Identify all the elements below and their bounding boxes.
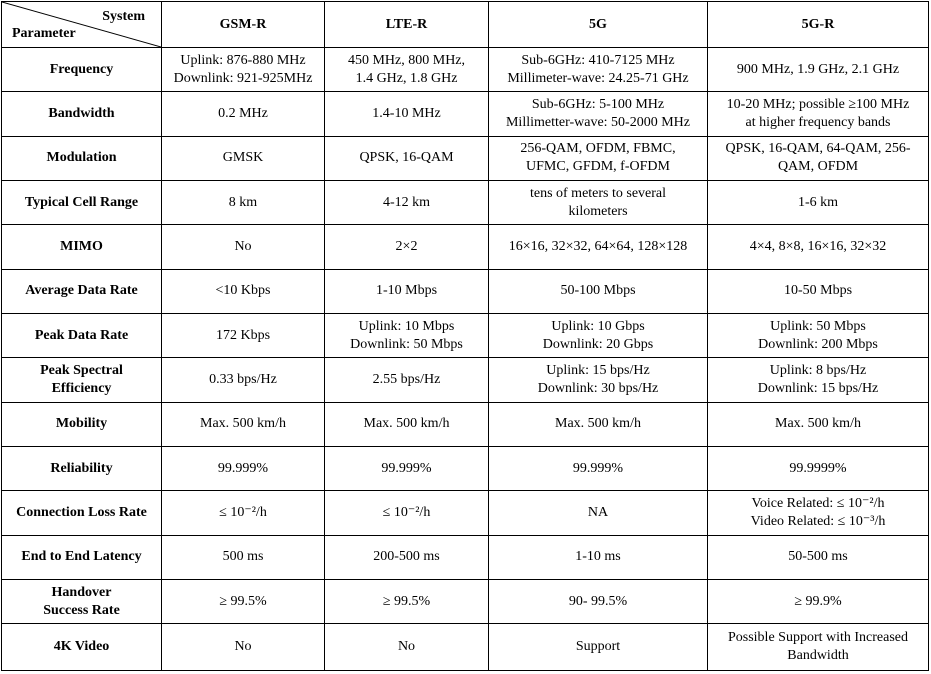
cell-5g <box>489 447 708 491</box>
cell-gsm-r <box>162 269 325 313</box>
row-header-label: Connection Loss Rate <box>16 505 147 521</box>
row-header-label: Average Data Rate <box>25 283 138 299</box>
cell-5g <box>489 402 708 446</box>
cell-text: Support <box>575 639 621 655</box>
table-row <box>2 624 929 671</box>
cell-gsm-r <box>162 580 325 624</box>
cell-text: Downlink: 20 Gbps <box>542 336 654 352</box>
cell-text: ≤ 10⁻²/h <box>219 505 267 521</box>
cell-5g-r <box>708 225 929 269</box>
cell-5g-r <box>708 535 929 579</box>
cell-5g <box>489 269 708 313</box>
row-header-label: Frequency <box>49 61 114 77</box>
table-row <box>2 491 929 535</box>
cell-text: Downlink: 15 bps/Hz <box>757 381 879 397</box>
cell-text: 50-500 ms <box>788 549 848 565</box>
cell-text: ≤ 10⁻²/h <box>382 505 431 521</box>
row-header-cell <box>2 92 162 136</box>
cell-text: Uplink: 10 Gbps <box>551 318 645 334</box>
cell-5g-r <box>708 269 929 313</box>
cell-5g-r <box>708 181 929 225</box>
system-label: System <box>102 9 145 24</box>
cell-text: 4-12 km <box>382 194 431 210</box>
cell-text: 256-QAM, OFDM, FBMC, <box>520 141 676 157</box>
cell-lte-r <box>325 269 489 313</box>
cell-lte-r <box>325 624 489 671</box>
cell-text: GMSK <box>222 150 264 166</box>
cell-text: Max. 500 km/h <box>555 416 641 432</box>
table-row <box>2 402 929 446</box>
cell-5g <box>489 624 708 671</box>
cell-lte-r <box>325 92 489 136</box>
cell-text: tens of meters to several <box>529 185 667 201</box>
cell-text: Uplink: 876-880 MHz <box>180 52 306 68</box>
row-header-label: Reliability <box>50 460 113 476</box>
cell-5g-r <box>708 402 929 446</box>
cell-lte-r <box>325 402 489 446</box>
row-header-label: Typical Cell Range <box>24 194 139 210</box>
cell-text: 99.999% <box>381 460 432 476</box>
row-header-label: MIMO <box>60 239 103 255</box>
cell-text: NA <box>587 505 609 521</box>
cell-text: at higher frequency bands <box>745 115 891 131</box>
column-header-5g: 5G <box>489 2 708 48</box>
cell-text: No <box>234 639 252 655</box>
cell-5g-r <box>708 48 929 92</box>
cell-text: 1.4-10 MHz <box>372 106 441 122</box>
cell-5g-r <box>708 92 929 136</box>
row-header-label: Bandwidth <box>48 106 115 122</box>
cell-gsm-r <box>162 225 325 269</box>
cell-text: 1-10 ms <box>575 549 621 565</box>
cell-5g <box>489 136 708 180</box>
cell-text: Uplink: 8 bps/Hz <box>769 363 867 379</box>
cell-text: <10 Kbps <box>215 283 271 299</box>
table-row <box>2 136 929 180</box>
row-header-label: Modulation <box>46 150 117 166</box>
row-header-cell <box>2 181 162 225</box>
cell-text: Downlink: 30 bps/Hz <box>537 381 659 397</box>
column-header-gsm-r: GSM-R <box>162 2 325 48</box>
parameter-label: Parameter <box>12 26 76 41</box>
cell-text: Video Related: ≤ 10⁻³/h <box>750 514 886 530</box>
row-header-cell <box>2 136 162 180</box>
cell-5g-r <box>708 580 929 624</box>
table-row <box>2 181 929 225</box>
cell-lte-r <box>325 48 489 92</box>
cell-text: Uplink: 50 Mbps <box>770 318 866 334</box>
table-row <box>2 48 929 92</box>
row-header-cell <box>2 48 162 92</box>
cell-text: No <box>234 239 252 255</box>
cell-text: Sub-6GHz: 410-7125 MHz <box>521 52 675 68</box>
table-row <box>2 580 929 624</box>
cell-text: Max. 500 km/h <box>200 416 286 432</box>
cell-5g-r <box>708 136 929 180</box>
table-row <box>2 358 929 402</box>
cell-lte-r <box>325 225 489 269</box>
cell-gsm-r <box>162 447 325 491</box>
cell-lte-r <box>325 314 489 358</box>
cell-text: Millimetter-wave: 50-2000 MHz <box>505 115 690 131</box>
cell-text: Downlink: 921-925MHz <box>173 70 313 86</box>
cell-5g <box>489 535 708 579</box>
cell-text: UFMC, GFDM, f-OFDM <box>526 159 670 175</box>
cell-text: 200-500 ms <box>373 549 440 565</box>
column-header-5g-r: 5G-R <box>708 2 929 48</box>
row-header-cell <box>2 402 162 446</box>
cell-text: Uplink: 10 Mbps <box>358 318 455 334</box>
cell-text: 2×2 <box>395 239 418 255</box>
cell-5g <box>489 181 708 225</box>
row-header-cell <box>2 580 162 624</box>
cell-gsm-r <box>162 491 325 535</box>
cell-5g <box>489 225 708 269</box>
cell-text: 90- 99.5% <box>568 593 628 609</box>
cell-gsm-r <box>162 535 325 579</box>
cell-lte-r <box>325 580 489 624</box>
cell-text: QAM, OFDM <box>777 159 859 175</box>
cell-text: Bandwidth <box>787 648 849 664</box>
cell-text: ≥ 99.5% <box>219 593 267 609</box>
cell-text: Max. 500 km/h <box>363 416 450 432</box>
cell-text: Max. 500 km/h <box>775 416 861 432</box>
cell-5g-r <box>708 491 929 535</box>
cell-lte-r <box>325 447 489 491</box>
cell-text: 500 ms <box>222 549 264 565</box>
column-header-lte-r: LTE-R <box>325 2 489 48</box>
table-body <box>2 48 929 671</box>
cell-text: Downlink: 200 Mbps <box>758 336 878 352</box>
row-header-label: 4K Video <box>53 639 110 655</box>
cell-5g-r <box>708 358 929 402</box>
cell-text: 2.55 bps/Hz <box>372 372 441 388</box>
cell-gsm-r <box>162 314 325 358</box>
cell-gsm-r <box>162 181 325 225</box>
cell-text: Sub-6GHz: 5-100 MHz <box>531 97 665 113</box>
cell-text: No <box>397 639 416 655</box>
row-header-cell <box>2 491 162 535</box>
table-row <box>2 314 929 358</box>
cell-text: 99.9999% <box>789 460 847 476</box>
cell-gsm-r <box>162 136 325 180</box>
table-header <box>2 2 929 48</box>
table-row <box>2 92 929 136</box>
comparison-table <box>1 1 929 671</box>
row-header-cell <box>2 358 162 402</box>
cell-5g <box>489 358 708 402</box>
cell-text: Voice Related: ≤ 10⁻²/h <box>751 496 885 512</box>
cell-text: 16×16, 32×32, 64×64, 128×128 <box>508 239 688 255</box>
cell-text: 0.33 bps/Hz <box>209 372 277 388</box>
cell-text: 1-10 Mbps <box>375 283 438 299</box>
row-header-label: Mobility <box>55 416 108 432</box>
cell-5g-r <box>708 314 929 358</box>
cell-text: Millimeter-wave: 24.25-71 GHz <box>507 70 689 86</box>
cell-lte-r <box>325 358 489 402</box>
cell-5g <box>489 92 708 136</box>
table-row <box>2 225 929 269</box>
cell-lte-r <box>325 491 489 535</box>
row-header-label: Success Rate <box>43 602 120 618</box>
corner-header-cell <box>2 2 162 48</box>
cell-text: 8 km <box>228 194 258 210</box>
cell-text: ≥ 99.5% <box>382 593 431 609</box>
cell-text: Downlink: 50 Mbps <box>350 336 463 352</box>
cell-text: 900 MHz, 1.9 GHz, 2.1 GHz <box>736 61 900 77</box>
row-header-label: Efficiency <box>51 381 112 397</box>
cell-text: 10-20 MHz; possible ≥100 MHz <box>726 97 910 113</box>
row-header-cell <box>2 535 162 579</box>
cell-gsm-r <box>162 624 325 671</box>
cell-text: 1-6 km <box>797 194 839 210</box>
row-header-label: Handover <box>51 584 112 600</box>
row-header-cell <box>2 624 162 671</box>
cell-text: 1.4 GHz, 1.8 GHz <box>355 70 458 86</box>
cell-text: 4×4, 8×8, 16×16, 32×32 <box>749 239 887 255</box>
cell-gsm-r <box>162 92 325 136</box>
row-header-cell <box>2 225 162 269</box>
row-header-label: Peak Data Rate <box>34 327 129 343</box>
cell-text: QPSK, 16-QAM, 64-QAM, 256- <box>725 141 911 157</box>
cell-5g-r <box>708 624 929 671</box>
row-header-cell <box>2 269 162 313</box>
row-header-cell <box>2 447 162 491</box>
cell-text: 0.2 MHz <box>218 106 268 122</box>
cell-text: QPSK, 16-QAM <box>359 150 454 166</box>
cell-text: 10-50 Mbps <box>783 283 853 299</box>
cell-text: 99.999% <box>217 460 269 476</box>
cell-gsm-r <box>162 402 325 446</box>
row-header-label: Peak Spectral <box>40 363 123 379</box>
cell-gsm-r <box>162 358 325 402</box>
cell-text: 172 Kbps <box>215 327 271 343</box>
cell-5g <box>489 491 708 535</box>
cell-lte-r <box>325 181 489 225</box>
table-row <box>2 535 929 579</box>
cell-5g <box>489 48 708 92</box>
cell-text: 99.999% <box>572 460 624 476</box>
cell-text: kilometers <box>568 203 628 219</box>
cell-5g-r <box>708 447 929 491</box>
row-header-label: End to End Latency <box>21 549 142 565</box>
cell-text: Uplink: 15 bps/Hz <box>546 363 650 379</box>
cell-5g <box>489 314 708 358</box>
cell-text: Possible Support with Increased <box>727 630 909 646</box>
cell-lte-r <box>325 136 489 180</box>
cell-text: ≥ 99.9% <box>794 593 842 609</box>
cell-text: 50-100 Mbps <box>560 283 636 299</box>
table-row <box>2 447 929 491</box>
row-header-cell <box>2 314 162 358</box>
cell-lte-r <box>325 535 489 579</box>
table-row <box>2 269 929 313</box>
cell-text: 450 MHz, 800 MHz, <box>347 52 466 68</box>
cell-gsm-r <box>162 48 325 92</box>
cell-5g <box>489 580 708 624</box>
